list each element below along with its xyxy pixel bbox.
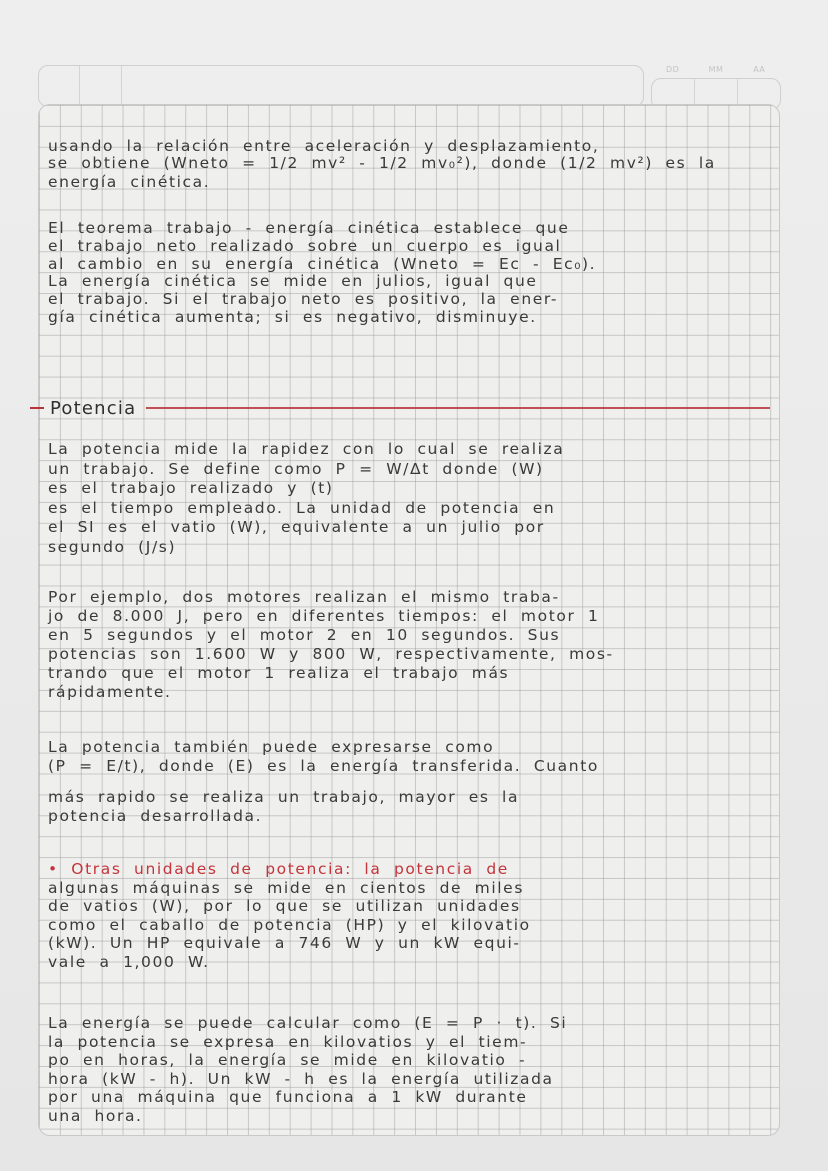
text-line: po en horas, la energía se mide en kilovatio - <box>48 1051 527 1070</box>
text-line: por una máquina que funciona a 1 kW durante <box>48 1088 528 1107</box>
text-line: una hora. <box>48 1106 143 1125</box>
text-line: Por ejemplo, dos motores realizan el mismo traba- <box>48 588 560 606</box>
text-line: La energía se puede calcular como (E = P · t). Si <box>48 1014 568 1032</box>
text-line: potencias son 1.600 W y 800 W, respectivamente, mos- <box>48 645 614 663</box>
text-line: la potencia se expresa en kilovatios y el tiem- <box>48 1032 528 1051</box>
intro-paragraph <box>48 138 766 190</box>
heading-dash <box>30 407 44 409</box>
text-line: La potencia mide la rapidez con lo cual se realiza <box>48 440 565 458</box>
text-line: La energía cinética se mide en julios, igual que <box>48 272 538 291</box>
text-line: (kW). Un HP equivale a 746 W y un kW equi- <box>48 934 521 953</box>
title-box-divider <box>79 66 80 106</box>
text-line: es el trabajo realizado y (t) <box>48 479 334 497</box>
kwh-paragraph <box>48 1014 766 1126</box>
theorem-paragraph <box>48 220 766 327</box>
date-labels <box>651 65 781 74</box>
text-line: más rapido se realiza un trabajo, mayor es la <box>48 788 520 806</box>
text-line: gía cinética aumenta; si es negativo, disminuye. <box>48 307 537 326</box>
text-line: como el caballo de potencia (HP) y el kilovatio <box>48 915 531 934</box>
other-units-paragraph <box>48 860 766 972</box>
date-label-year: AA <box>753 65 766 74</box>
text-line: usando la relación entre aceleración y desplazamiento, <box>48 137 600 155</box>
text-line: segundo (J/s) <box>48 537 177 556</box>
text-line: en 5 segundos y el motor 2 en 10 segundos. Sus <box>48 626 561 644</box>
energy-form-paragraph <box>48 738 766 826</box>
section-title: Potencia <box>50 397 137 419</box>
text-line: (P = E/t), donde (E) es la energía transferida. Cuanto <box>48 757 599 775</box>
title-box-divider <box>121 66 122 106</box>
text-line: hora (kW - h). Un kW - h es la energía utilizada <box>48 1069 554 1088</box>
heading-red-rule <box>146 407 770 409</box>
text-line: La potencia también puede expresarse como <box>48 738 495 756</box>
text-line: algunas máquinas se mide en cientos de miles <box>48 878 524 897</box>
date-label-month: MM <box>708 65 724 74</box>
text-line: el SI es el vatio (W), equivalente a un julio por <box>48 518 545 536</box>
text-line: potencia desarrollada. <box>48 807 263 825</box>
text-line: energía cinética. <box>48 172 211 191</box>
title-box <box>38 65 644 107</box>
date-label-day: DD <box>666 65 680 74</box>
section-heading-potencia <box>30 394 770 422</box>
example-paragraph <box>48 588 766 702</box>
text-line-highlighted: • Otras unidades de potencia: la potencia de <box>48 860 509 878</box>
text-line: es el tiempo empleado. La unidad de potencia en <box>48 498 556 517</box>
text-line: el trabajo neto realizado sobre un cuerpo es igual <box>48 236 562 255</box>
text-line: rápidamente. <box>48 683 172 701</box>
text-line: se obtiene (Wneto = 1/2 mv² - 1/2 mv₀²), donde (1/2 mv²) es la <box>48 153 716 172</box>
text-line: vale a 1,000 W. <box>48 952 210 971</box>
text-line: de vatios (W), por lo que se utilizan unidades <box>48 897 521 916</box>
definition-paragraph <box>48 440 766 557</box>
text-line: un trabajo. Se define como P = W/Δt donde (W) <box>48 459 544 478</box>
text-line: jo de 8.000 J, pero en diferentes tiempos: el motor 1 <box>48 607 600 625</box>
text-line: el trabajo. Si el trabajo neto es positivo, la ener- <box>48 290 559 309</box>
text-line: El teorema trabajo - energía cinética establece que <box>48 219 570 237</box>
text-line: trando que el motor 1 realiza el trabajo más <box>48 664 510 682</box>
text-line: al cambio en su energía cinética (Wneto = Ec - Ec₀). <box>48 254 597 273</box>
